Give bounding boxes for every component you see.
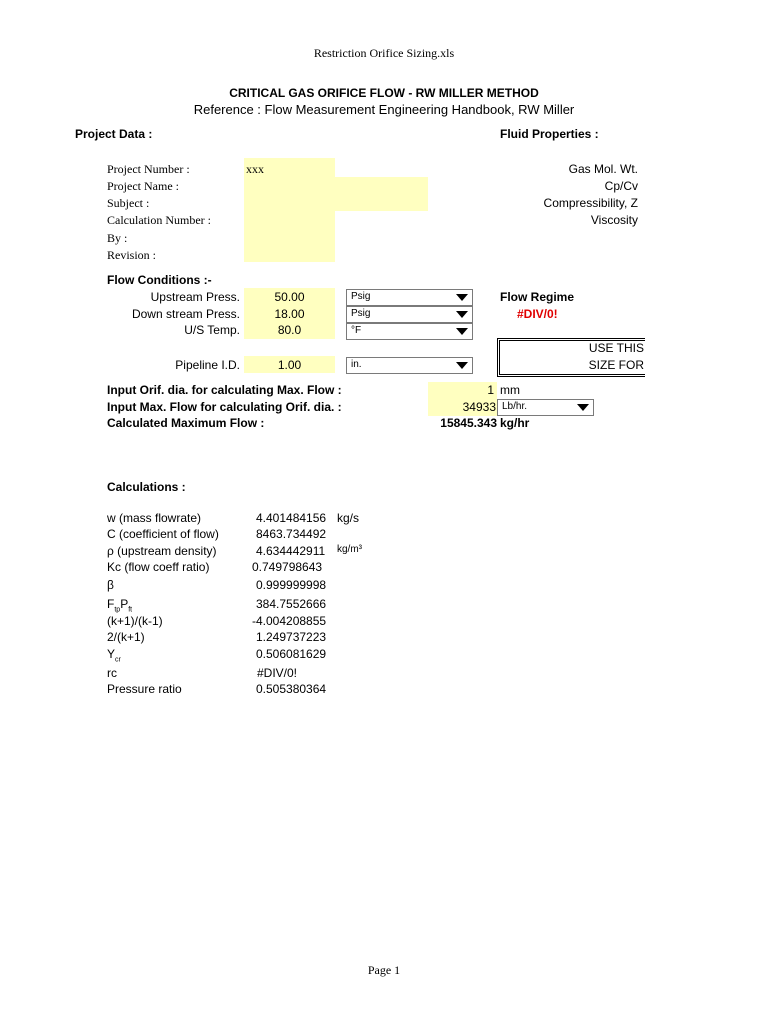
project-number-value[interactable]: xxx <box>246 162 264 176</box>
calc-label-coefficient-of-flow: C (coefficient of flow) <box>107 527 219 541</box>
chevron-down-icon <box>456 294 468 301</box>
calc-label-flow-coeff-ratio: Kc (flow coeff ratio) <box>107 560 210 574</box>
calculation-number-label: Calculation Number : <box>107 213 211 227</box>
subject-label: Subject : <box>107 196 150 210</box>
compressibility-label: Compressibility, Z <box>543 196 638 210</box>
calc-value-ycr: 0.506081629 <box>256 647 327 661</box>
upstream-press-value[interactable]: 50.00 <box>274 290 305 304</box>
upstream-press-label: Upstream Press. <box>150 290 240 304</box>
calc-value-ftp-pft: 384.7552666 <box>256 597 327 611</box>
downstream-press-value[interactable]: 18.00 <box>274 307 305 321</box>
upstream-press-unit: Psig <box>351 291 371 302</box>
downstream-press-unit: Psig <box>351 308 371 319</box>
pipeline-id-label: Pipeline I.D. <box>175 358 240 372</box>
orifice-dia-value[interactable]: 1 <box>487 383 494 397</box>
calc-value-mass-flowrate: 4.401484156 <box>256 511 327 525</box>
max-flow-value[interactable]: 34933 <box>462 400 496 414</box>
chevron-down-icon <box>577 404 589 411</box>
page-number: Page 1 <box>367 963 401 977</box>
orifice-dia-unit: mm <box>500 383 520 397</box>
chevron-down-icon <box>456 311 468 318</box>
calc-value-coefficient-of-flow: 8463.734492 <box>256 527 327 541</box>
calc-value-beta: 0.999999998 <box>256 578 327 592</box>
calc-label-mass-flowrate: w (mass flowrate) <box>107 511 202 525</box>
fluid-properties-heading: Fluid Properties : <box>500 127 599 141</box>
flow-regime-label: Flow Regime <box>500 290 575 304</box>
us-temp-label: U/S Temp. <box>184 323 240 337</box>
flow-regime-value: #DIV/0! <box>517 307 558 321</box>
calc-label-ftp-pft: $F_{tp}P_{ft}$ <box>107 597 133 614</box>
use-this-text: USE THIS <box>588 341 644 355</box>
max-flow-label: Input Max. Flow for calculating Orif. dia. : <box>107 400 342 414</box>
orifice-dia-label: Input Orif. dia. for calculating Max. Flow : <box>107 383 342 397</box>
chevron-down-icon <box>456 362 468 369</box>
calculated-max-flow-value: 15845.343 <box>440 416 497 430</box>
calc-label-pressure-ratio: Pressure ratio <box>107 682 182 696</box>
calc-unit-mass-flowrate: kg/s <box>337 511 360 525</box>
calc-label-upstream-density: ρ (upstream density) <box>107 544 217 558</box>
calc-value-two-over-k: 1.249737223 <box>256 630 327 644</box>
calculated-max-flow-unit: kg/hr <box>500 416 530 430</box>
flow-unit-dropdown[interactable] <box>497 399 594 416</box>
project-name-subject-cells[interactable] <box>335 177 428 211</box>
project-data-heading: Project Data : <box>75 127 153 141</box>
calculations-heading: Calculations : <box>107 480 186 494</box>
calculated-max-flow-label: Calculated Maximum Flow : <box>107 416 265 430</box>
pipeline-unit-dropdown[interactable] <box>346 357 473 374</box>
project-name-label: Project Name : <box>107 179 179 193</box>
flow-unit: Lb/hr. <box>502 401 528 412</box>
calc-label-two-over-k: 2/(k+1) <box>107 630 145 644</box>
calc-value-flow-coeff-ratio: 0.749798643 <box>252 560 323 574</box>
us-temp-unit: °F <box>351 325 362 336</box>
calc-label-ycr: $Y_{cr}$ <box>107 647 121 664</box>
pipeline-id-value[interactable]: 1.00 <box>277 358 302 372</box>
us-temp-value[interactable]: 80.0 <box>277 323 302 337</box>
viscosity-label: Viscosity <box>590 213 638 227</box>
size-for-text: SIZE FOR <box>588 358 644 372</box>
file-name-header: Restriction Orifice Sizing.xls <box>313 46 455 60</box>
by-label: By : <box>107 231 128 245</box>
revision-label: Revision : <box>107 248 157 262</box>
calc-label-k-ratio: (k+1)/(k-1) <box>107 614 163 628</box>
page-title: CRITICAL GAS ORIFICE FLOW - RW MILLER METHOD <box>229 86 539 100</box>
calc-label-rc: rc <box>107 666 117 680</box>
page-edge-mask <box>645 330 768 390</box>
calc-value-k-ratio: -4.004208855 <box>252 614 327 628</box>
pipeline-unit: in. <box>351 359 362 370</box>
gas-mol-wt-label: Gas Mol. Wt. <box>568 162 638 176</box>
calc-value-upstream-density: 4.634442911 <box>256 544 326 558</box>
project-number-label: Project Number : <box>107 162 190 176</box>
downstream-press-label: Down stream Press. <box>131 307 240 321</box>
cp-cv-label: Cp/Cv <box>604 179 638 193</box>
calc-label-beta: β <box>107 578 114 592</box>
chevron-down-icon <box>456 328 468 335</box>
us-temp-unit-dropdown[interactable] <box>346 323 473 340</box>
reference-line: Reference : Flow Measurement Engineering Handbook, RW Miller <box>193 102 575 117</box>
calc-unit-upstream-density: kg/m³ <box>337 544 362 555</box>
flow-conditions-heading: Flow Conditions :- <box>107 273 212 287</box>
downstream-press-unit-dropdown[interactable] <box>346 306 473 323</box>
calc-value-rc: #DIV/0! <box>257 666 298 680</box>
calc-value-pressure-ratio: 0.505380364 <box>256 682 327 696</box>
upstream-press-unit-dropdown[interactable] <box>346 289 473 306</box>
